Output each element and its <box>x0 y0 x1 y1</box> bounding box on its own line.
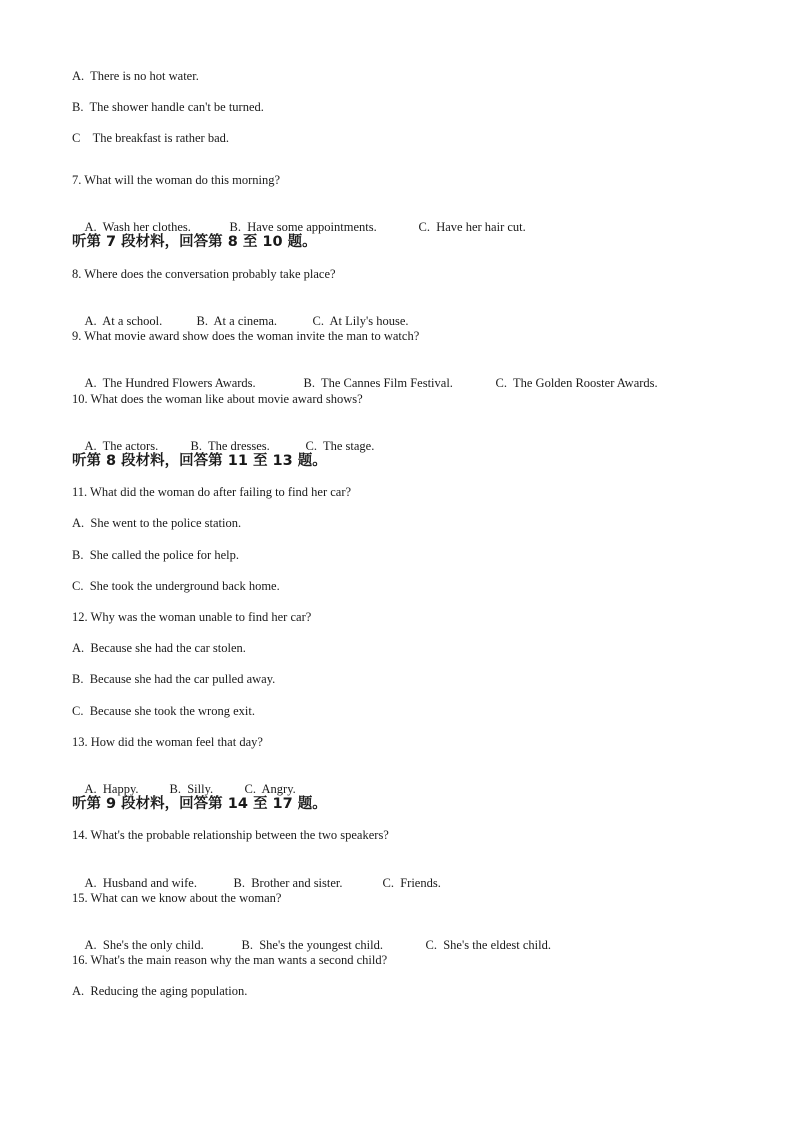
section-heading: 听第 7 段材料，回答第 8 至 10 题。 <box>72 234 317 250</box>
option: B. The dresses. <box>190 439 270 453</box>
question-line: 7. What will the woman do this morning? <box>72 173 281 187</box>
option: A. The actors. <box>84 439 159 453</box>
question-line: 13. How did the woman feel that day? <box>72 735 263 749</box>
option: C. Angry. <box>244 782 296 796</box>
question-line: 9. What movie award show does the woman invite the man to watch? <box>72 329 420 343</box>
option: C. She's the eldest child. <box>425 938 552 952</box>
question-line: 10. What does the woman like about movie award shows? <box>72 392 363 406</box>
question-line: 12. Why was the woman unable to find her car? <box>72 610 312 624</box>
option: C. The stage. <box>305 439 375 453</box>
option-line: C. She took the underground back home. <box>72 579 280 593</box>
option-line: B. Because she had the car pulled away. <box>72 672 276 686</box>
question-line: 15. What can we know about the woman? <box>72 891 282 905</box>
question-line: 16. What's the main reason why the man wants a second child? <box>72 953 388 967</box>
option: C. The Golden Rooster Awards. <box>495 376 658 390</box>
section-heading: 听第 8 段材料，回答第 11 至 13 题。 <box>72 453 327 469</box>
option: B. Have some appointments. <box>229 220 377 234</box>
option-line: A. There is no hot water. <box>72 69 199 83</box>
option-line: A. Reducing the aging population. <box>72 984 248 998</box>
option-line: A. She went to the police station. <box>72 516 242 530</box>
question-line: 14. What's the probable relationship between the two speakers? <box>72 828 389 842</box>
option: C. At Lily's house. <box>312 314 409 328</box>
option-line: B. She called the police for help. <box>72 548 239 562</box>
option-line: C. Because she took the wrong exit. <box>72 704 255 718</box>
option: B. Silly. <box>169 782 214 796</box>
option-line: B. The shower handle can't be turned. <box>72 100 264 114</box>
option: A. She's the only child. <box>84 938 204 952</box>
option: B. At a cinema. <box>196 314 278 328</box>
question-line: 11. What did the woman do after failing to find her car? <box>72 485 352 499</box>
section-heading: 听第 9 段材料，回答第 14 至 17 题。 <box>72 796 327 812</box>
option: B. The Cannes Film Festival. <box>303 376 453 390</box>
option: C. Friends. <box>382 876 441 890</box>
option: A. Happy. <box>84 782 139 796</box>
option: B. Brother and sister. <box>233 876 343 890</box>
question-line: 8. Where does the conversation probably take place? <box>72 267 336 281</box>
option: A. The Hundred Flowers Awards. <box>84 376 256 390</box>
option: B. She's the youngest child. <box>241 938 383 952</box>
option: C. Have her hair cut. <box>418 220 526 234</box>
option-line: A. Because she had the car stolen. <box>72 641 246 655</box>
option-line: C The breakfast is rather bad. <box>72 131 230 145</box>
option: A. Husband and wife. <box>84 876 197 890</box>
option: A. Wash her clothes. <box>84 220 191 234</box>
option: A. At a school. <box>84 314 163 328</box>
